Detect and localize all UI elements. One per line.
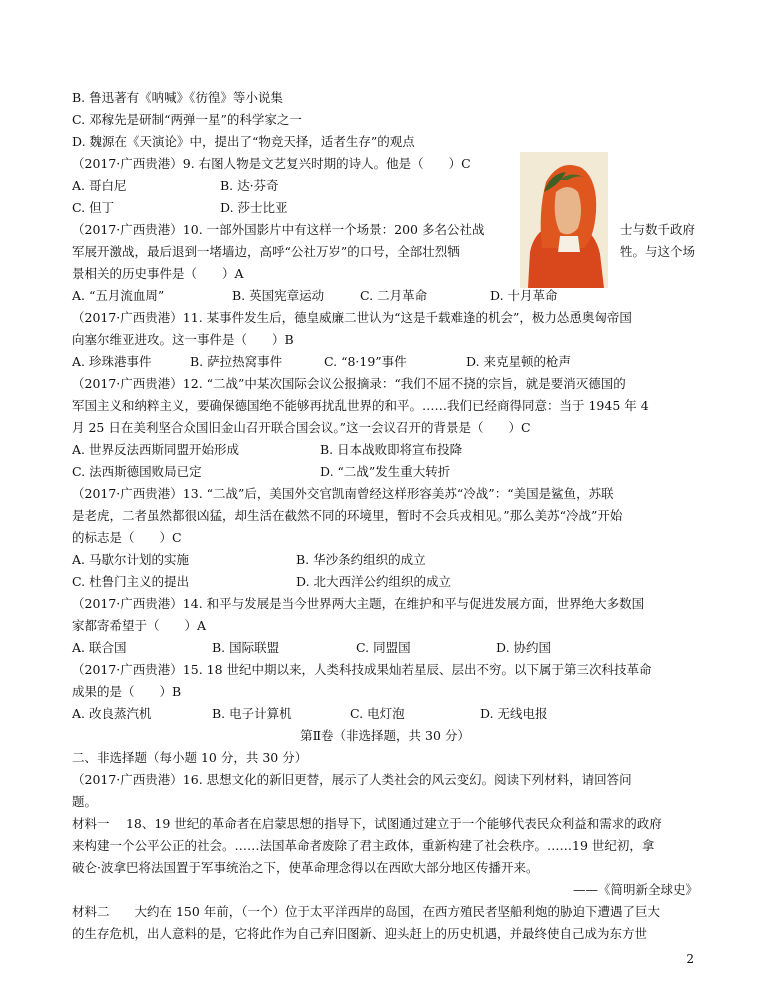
q15-option-d: D. 无线电报 — [480, 706, 548, 721]
q11-line1: （2017·广西贵港）11. 某事件发生后，德皇威廉二世认为“这是千载难逢的机会”，极力怂恿奥匈帝国 — [72, 310, 632, 325]
q11-option-b: B. 萨拉热窝事件 — [190, 354, 283, 369]
q14-option-a: A. 联合国 — [72, 640, 127, 655]
q15-line1: （2017·广西贵港）15. 18 世纪中期以来，人类科技成果灿若星辰、层出不穷。以下属于第三次科技革命 — [72, 662, 652, 677]
q14-option-d: D. 协约国 — [496, 640, 552, 655]
q9-option-a: A. 哥白尼 — [72, 178, 127, 193]
q8-option-c: C. 邓稼先是研制“两弹一星”的科学家之一 — [72, 112, 302, 127]
q9-option-d: D. 莎士比亚 — [220, 200, 288, 215]
q16-line2: 题。 — [72, 794, 98, 809]
q15-option-c: C. 电灯泡 — [350, 706, 405, 721]
q13-line1: （2017·广西贵港）13. “二战”后，美国外交官凯南曾经这样形容美苏“冷战”：“美国是鲨鱼，苏联 — [72, 486, 614, 501]
q10-option-b: B. 英国宪章运动 — [232, 288, 325, 303]
q11-option-c: C. “8·19”事件 — [324, 354, 407, 369]
material1-source: ——《简明新全球史》 — [572, 882, 698, 897]
q11-line2: 向塞尔维亚进攻。这一事件是（ ）B — [72, 332, 294, 347]
q13-line2: 是老虎，二者虽然都很凶猛，却生活在截然不同的环境里，暂时不会兵戎相见。”那么美苏“冷战”开始 — [72, 508, 623, 523]
q10-line2-left: 军展开激战，最后退到一堵墙边，高呼“公社万岁”的口号，全部壮烈牺 — [72, 244, 460, 259]
q16-line1: （2017·广西贵港）16. 思想文化的新旧更替，展示了人类社会的风云变幻。阅读下列材料，请回答问 — [72, 772, 632, 787]
material2-line2: 的生存危机，出人意料的是，它将此作为自己弃旧图新、迎头赶上的历史机遇，并最终使自己成为东方世 — [72, 926, 648, 941]
q10-option-d: D. 十月革命 — [490, 288, 558, 303]
material1-line1: 材料一 18、19 世纪的革命者在启蒙思想的指导下，试图通过建立于一个能够代表民众利益和需求的政府 — [72, 816, 662, 831]
q12-option-d: D. “二战”发生重大转折 — [320, 464, 451, 479]
q12-line2: 军国主义和纳粹主义，要确保德国绝不能够再扰乱世界的和平。……我们已经商得同意：当于 1945 年 4 — [72, 398, 649, 413]
q13-option-a: A. 马歇尔计划的实施 — [72, 552, 189, 567]
q14-line1: （2017·广西贵港）14. 和平与发展是当今世界两大主题，在维护和平与促进发展方面，世界绝大多数国 — [72, 596, 645, 611]
q10-option-c: C. 二月革命 — [360, 288, 428, 303]
q10-option-a: A. “五月流血周” — [72, 288, 165, 303]
q11-option-d: D. 来克星顿的枪声 — [466, 354, 572, 369]
material2-line1: 材料二 大约在 150 年前，（一个）位于太平洋西岸的岛国，在西方殖民者坚船利炮的胁迫下遭遇了巨大 — [72, 904, 661, 919]
q9-option-c: C. 但丁 — [72, 200, 115, 215]
part2-title: 第Ⅱ卷（非选择题，共 30 分） — [300, 728, 470, 743]
q13-option-c: C. 杜鲁门主义的提出 — [72, 574, 190, 589]
q10-line3: 景相关的历史事件是（ ）A — [72, 266, 244, 281]
q12-option-c: C. 法西斯德国败局已定 — [72, 464, 202, 479]
q14-line2: 家都寄希望于（ ）A — [72, 618, 207, 633]
q8-option-d: D. 魏源在《天演论》中，提出了“物竞天择，适者生存”的观点 — [72, 134, 415, 149]
q13-option-d: D. 北大西洋公约组织的成立 — [296, 574, 452, 589]
section2-heading: 二、非选择题（每小题 10 分，共 30 分） — [72, 750, 308, 765]
q15-line2: 成果的是（ ）B — [72, 684, 182, 699]
q14-option-b: B. 国际联盟 — [212, 640, 280, 655]
q12-option-a: A. 世界反法西斯同盟开始形成 — [72, 442, 239, 457]
q10-line1-right: 士与数千政府 — [620, 222, 696, 237]
q15-option-b: B. 电子计算机 — [212, 706, 292, 721]
q13-line3: 的标志是（ ）C — [72, 530, 182, 545]
q10-line2-right: 牲。与这个场 — [620, 244, 696, 259]
q8-option-b: B. 鲁迅著有《呐喊》《彷徨》等小说集 — [72, 90, 283, 105]
q12-line3: 月 25 日在美利坚合众国旧金山召开联合国会议。”这一会议召开的背景是（ ）C — [72, 420, 531, 435]
material1-line3: 破仑·波拿巴将法国置于军事统治之下，使革命理念得以在西欧大部分地区传播开来。 — [72, 860, 539, 875]
q12-line1: （2017·广西贵港）12. “二战”中某次国际会议公报摘录：“我们不屈不挠的宗旨，就是要消灭德国的 — [72, 376, 626, 391]
q13-option-b: B. 华沙条约组织的成立 — [296, 552, 426, 567]
page-number: 2 — [686, 952, 694, 966]
q14-option-c: C. 同盟国 — [356, 640, 411, 655]
q11-option-a: A. 珍珠港事件 — [72, 354, 152, 369]
q9-stem: （2017·广西贵港）9. 右图人物是文艺复兴时期的诗人。他是（ ）C — [72, 156, 471, 171]
q12-option-b: B. 日本战败即将宣布投降 — [320, 442, 463, 457]
dante-portrait-image — [520, 152, 608, 288]
q9-option-b: B. 达·芬奇 — [220, 178, 279, 193]
q10-line1-left: （2017·广西贵港）10. 一部外国影片中有这样一个场景：200 多名公社战 — [72, 222, 485, 237]
q15-option-a: A. 改良蒸汽机 — [72, 706, 152, 721]
material1-line2: 来构建一个公平公正的社会。……法国革命者废除了君主政体，重新构建了社会秩序。……19 世纪初，拿 — [72, 838, 655, 853]
